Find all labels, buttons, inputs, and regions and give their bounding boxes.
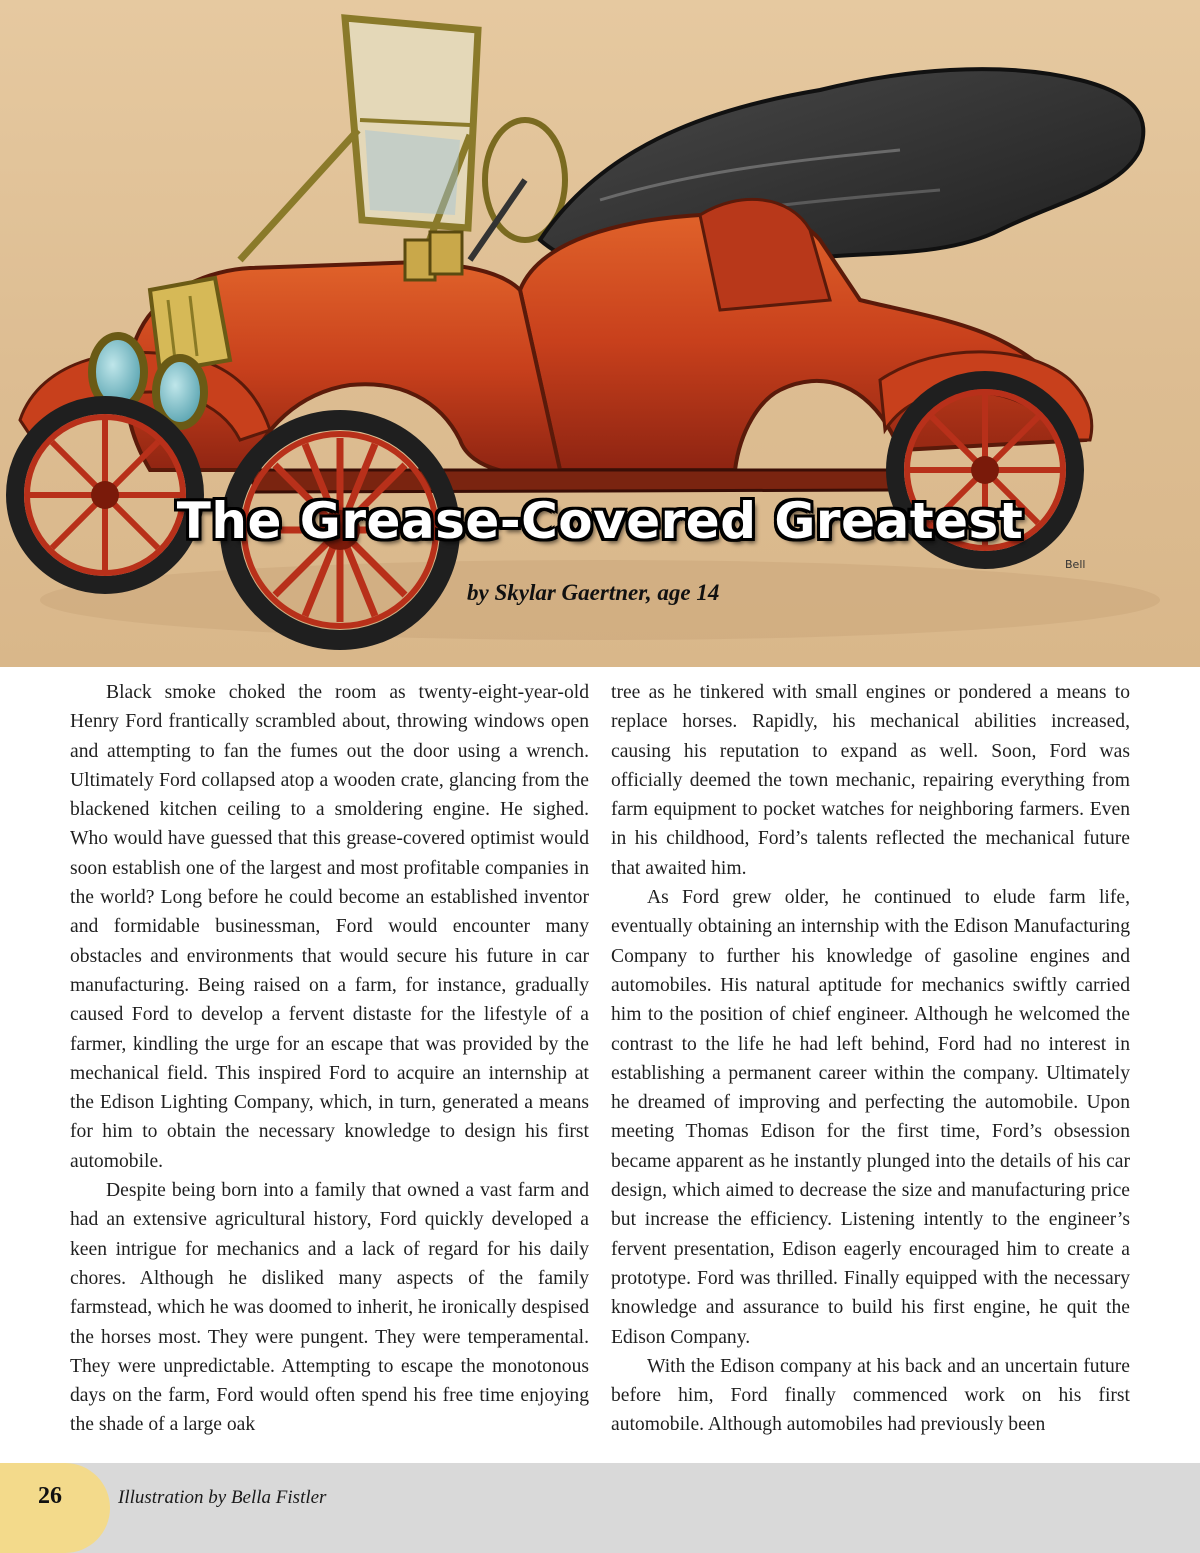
paragraph: With the Edison company at his back and an uncertain future before him, Ford finally commenced work on his first automobile. Although automobiles had previously been bbox=[611, 1355, 1130, 1436]
right-column bbox=[611, 678, 1130, 1440]
paragraph: tree as he tinkered with small engines or pondered a means to replace horses. Rapidly, his mechanical abilities increased, causing his reputation to expand as well. Soon, Ford was officially deemed the town mechanic, repairing everything from farm equipment to pocket watches for neighboring farmers. Even in his childhood, Ford’s talents reflected the mechanical future that awaited him. bbox=[611, 682, 1130, 879]
left-column bbox=[70, 678, 589, 1440]
illustration-credit: Illustration by Bella Fistler bbox=[118, 1487, 327, 1508]
paragraph: Despite being born into a family that owned a vast farm and had an extensive agricultural history, Ford quickly developed a keen intrigue for mechanics and a lack of regard for his daily chores. Although he disliked many aspects of the family farmstead, which he was doomed to inherit, he ironically despised the horses most. They were pungent. They were temperamental. They were unpredictable. Attempting to escape the monotonous days on the farm, Ford would often spend his free time enjoying the shade of a large oak bbox=[70, 1180, 589, 1436]
article-byline: by Skylar Gaertner, age 14 bbox=[467, 580, 720, 605]
page-number: 26 bbox=[38, 1483, 62, 1509]
model-t-car-drawing bbox=[0, 0, 1200, 667]
paragraph: Black smoke choked the room as twenty-eight-year-old Henry Ford frantically scrambled about, throwing windows open and attempting to fan the fumes out the door using a wrench. Ultimately Ford collapsed atop a wooden crate, glancing from the blackened kitchen ceiling to a smoldering engine. He sighed. Who would have guessed that this grease-covered optimist would soon establish one of the largest and most profitable companies in the world? Long before he could become an established inventor and formidable businessman, Ford would encounter many obstacles and environments that would secure his future in car manufacturing. Being raised on a farm, for instance, gradually caused Ford to develop a fervent distaste for the lifestyle of a farmer, kindling the urge for an escape that was provided by the mechanical field. This inspired Ford to acquire an internship at the Edison Lighting Company, which, in turn, generated a means for him to obtain the necessary knowledge to design his first automobile. bbox=[70, 682, 589, 1172]
paragraph: As Ford grew older, he continued to elude farm life, eventually obtaining an internship with the Edison Manufacturing Company to further his knowledge of gasoline engines and automobiles. His natural aptitude for mechanics swiftly carried him to the position of chief engineer. Although he welcomed the contrast to the life he had left behind, Ford had no interest in establishing a permanent career within the company. Ultimately he dreamed of improving and perfecting the automobile. Upon meeting Thomas Edison for the first time, Ford’s obsession became apparent as he instantly plunged into the details of his car design, which aimed to decrease the size and manufacturing price but increase the efficiency. Listening intently to the engineer’s fervent presentation, Edison eagerly encouraged him to create a prototype. Ford was thrilled. Finally equipped with the necessary knowledge and assurance to build his first engine, he quit the Edison Company. bbox=[611, 887, 1130, 1348]
hero-illustration bbox=[0, 0, 1200, 667]
artist-signature: Bell bbox=[1065, 558, 1086, 571]
article-title: The Grease-Covered Greatest bbox=[176, 492, 1024, 550]
page-footer bbox=[0, 1463, 1200, 1553]
